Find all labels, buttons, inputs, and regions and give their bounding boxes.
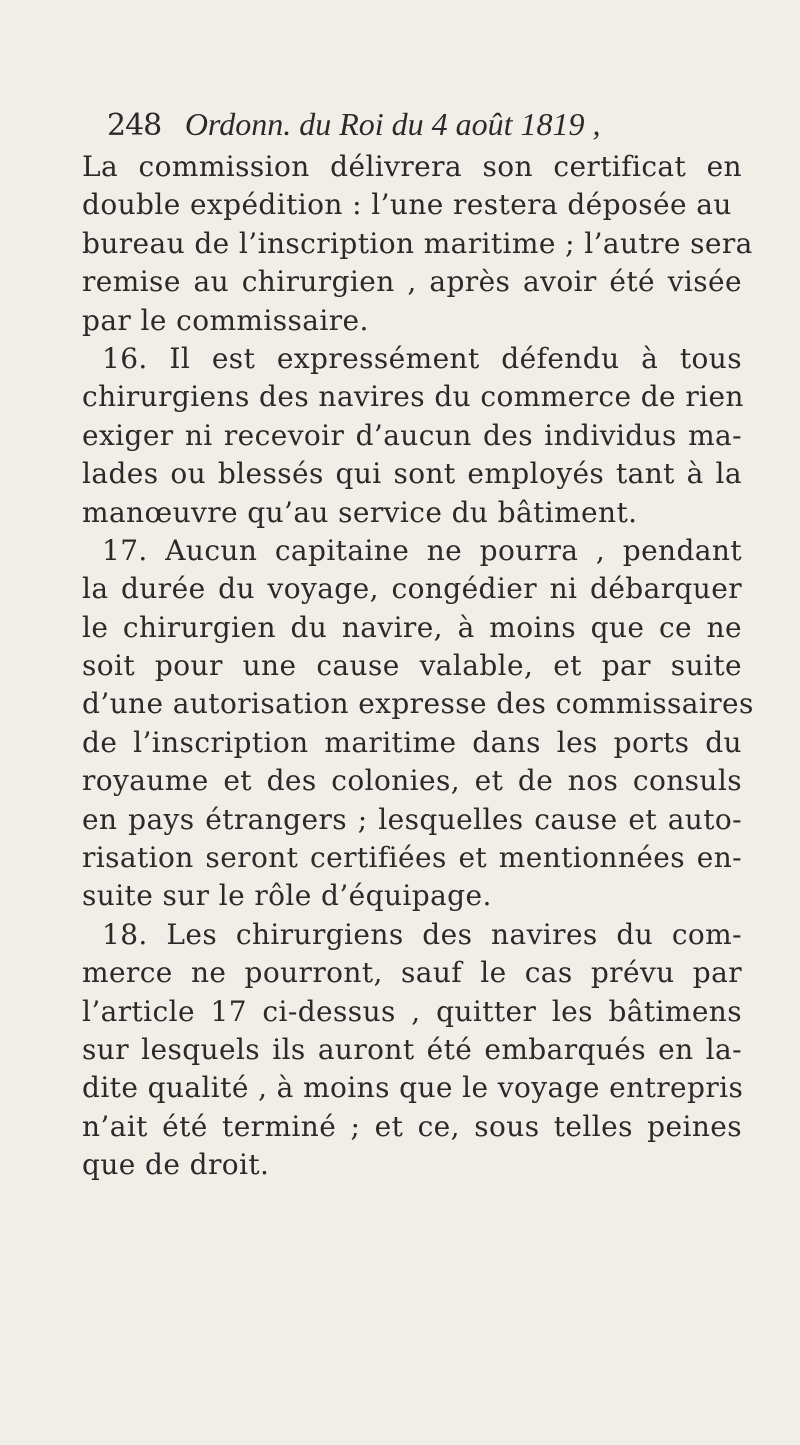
text-line: 16. Il est expressément défendu à tous bbox=[102, 341, 742, 375]
text-line: soit pour une cause valable, et par suite bbox=[82, 649, 742, 683]
text-line: risation seront certifiées et mentionnées en- bbox=[82, 841, 742, 875]
text-line: remise au chirurgien , après avoir été visée bbox=[82, 265, 742, 299]
text-line: double expédition : l’une restera déposée au bbox=[82, 188, 732, 222]
text-line: par le commissaire. bbox=[82, 303, 369, 337]
text-line: d’une autorisation expresse des commissaires bbox=[82, 687, 754, 721]
text-line: de l’inscription maritime dans les ports du bbox=[82, 725, 742, 759]
text-line: 18. Les chirurgiens des navires du com- bbox=[102, 917, 742, 951]
text-line: dite qualité , à moins que le voyage entrepris bbox=[82, 1071, 744, 1105]
body-text bbox=[82, 148, 754, 1185]
text-line: que de droit. bbox=[82, 1148, 270, 1182]
text-line: chirurgiens des navires du commerce de rien bbox=[82, 380, 744, 414]
text-line: bureau de l’inscription maritime ; l’autre sera bbox=[82, 226, 753, 260]
text-line: manœuvre qu’au service du bâtiment. bbox=[82, 495, 638, 529]
text-line: La commission délivrera son certificat en bbox=[82, 150, 742, 183]
text-line: le chirurgien du navire, à moins que ce ne bbox=[82, 610, 742, 644]
text-line: merce ne pourront, sauf le cas prévu par bbox=[82, 956, 742, 990]
text-line: suite sur le rôle d’équipage. bbox=[82, 879, 492, 913]
text-line: n’ait été terminé ; et ce, sous telles peines bbox=[82, 1109, 742, 1143]
text-line: la durée du voyage, congédier ni débarquer bbox=[82, 572, 742, 606]
text-line: exiger ni recevoir d’aucun des individus ma- bbox=[82, 418, 742, 452]
text-line: lades ou blessés qui sont employés tant à la bbox=[82, 457, 742, 491]
text-line: en pays étrangers ; lesquelles cause et auto- bbox=[82, 802, 742, 836]
page-number: 248 bbox=[107, 108, 162, 143]
running-title: Ordonn. du Roi du 4 août 1819 , bbox=[184, 106, 601, 142]
text-line: royaume et des colonies, et de nos consuls bbox=[82, 764, 742, 798]
page-header bbox=[107, 104, 601, 146]
text-line: l’article 17 ci-dessus , quitter les bâtimens bbox=[82, 994, 742, 1028]
text-line: 17. Aucun capitaine ne pourra , pendant bbox=[102, 533, 742, 567]
text-line: sur lesquels ils auront été embarqués en la- bbox=[82, 1032, 742, 1066]
